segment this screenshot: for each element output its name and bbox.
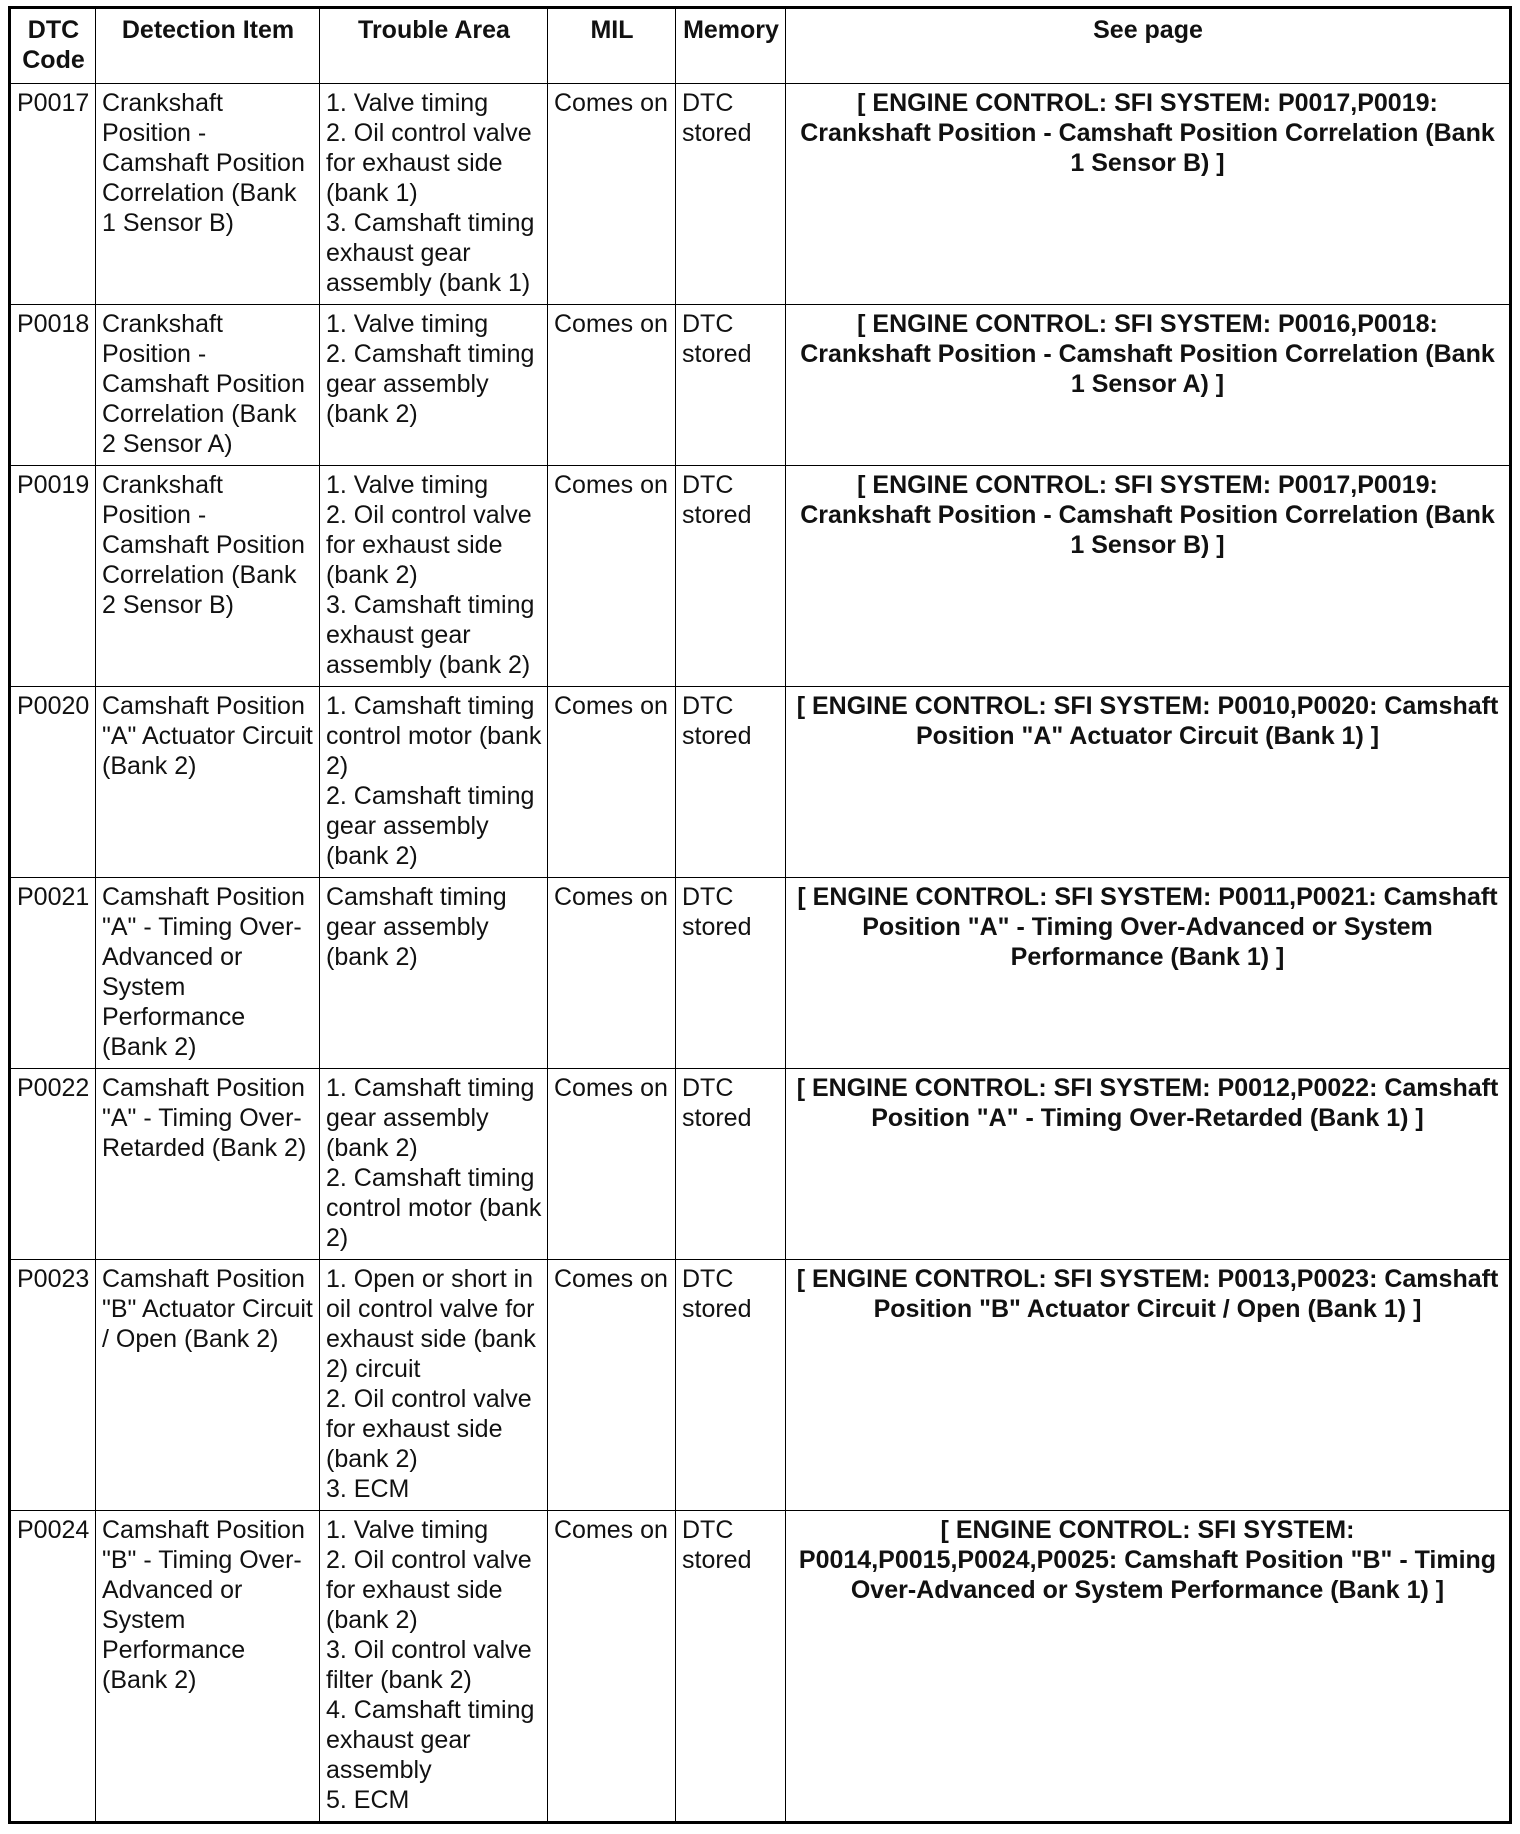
see-page-link[interactable]: [ ENGINE CONTROL: SFI SYSTEM: P0013,P0023: Camshaft Position "B" Actuator Circuit / Open (Bank 1) ] <box>786 1260 1511 1511</box>
dtc-table <box>8 6 1512 1824</box>
see-page-link[interactable]: [ ENGINE CONTROL: SFI SYSTEM: P0017,P0019: Crankshaft Position - Camshaft Position Correlation (Bank 1 Sensor B) ] <box>786 84 1511 305</box>
mil-cell: Comes on <box>548 84 676 305</box>
see-page-link[interactable]: [ ENGINE CONTROL: SFI SYSTEM: P0010,P0020: Camshaft Position "A" Actuator Circuit (Bank 1) ] <box>786 687 1511 878</box>
header-dtc-code: DTC Code <box>10 8 96 84</box>
memory-cell: DTC stored <box>676 466 786 687</box>
table-row <box>10 687 1511 878</box>
memory-cell: DTC stored <box>676 687 786 878</box>
dtc-code-cell: P0019 <box>10 466 96 687</box>
table-header <box>10 8 1511 84</box>
detection-item-cell: Crankshaft Position - Camshaft Position Correlation (Bank 2 Sensor B) <box>96 466 320 687</box>
table-row <box>10 878 1511 1069</box>
memory-cell: DTC stored <box>676 305 786 466</box>
trouble-area-cell: 1. Camshaft timing gear assembly (bank 2) 2. Camshaft timing control motor (bank 2) <box>320 1069 548 1260</box>
see-page-link[interactable]: [ ENGINE CONTROL: SFI SYSTEM: P0011,P0021: Camshaft Position "A" - Timing Over-Advanced or System Performance (Bank 1) ] <box>786 878 1511 1069</box>
dtc-code-cell: P0024 <box>10 1511 96 1823</box>
mil-cell: Comes on <box>548 305 676 466</box>
detection-item-cell: Crankshaft Position - Camshaft Position Correlation (Bank 1 Sensor B) <box>96 84 320 305</box>
table-row <box>10 466 1511 687</box>
trouble-area-cell: 1. Camshaft timing control motor (bank 2) 2. Camshaft timing gear assembly (bank 2) <box>320 687 548 878</box>
header-trouble-area: Trouble Area <box>320 8 548 84</box>
table-row <box>10 305 1511 466</box>
dtc-code-cell: P0021 <box>10 878 96 1069</box>
mil-cell: Comes on <box>548 687 676 878</box>
dtc-code-cell: P0023 <box>10 1260 96 1511</box>
table-row <box>10 1260 1511 1511</box>
detection-item-cell: Crankshaft Position - Camshaft Position Correlation (Bank 2 Sensor A) <box>96 305 320 466</box>
mil-cell: Comes on <box>548 1260 676 1511</box>
table-row <box>10 84 1511 305</box>
table-body <box>10 84 1511 1823</box>
dtc-code-cell: P0020 <box>10 687 96 878</box>
trouble-area-cell: 1. Open or short in oil control valve for exhaust side (bank 2) circuit 2. Oil control valve for exhaust side (bank 2) 3. ECM <box>320 1260 548 1511</box>
detection-item-cell: Camshaft Position "A" - Timing Over-Retarded (Bank 2) <box>96 1069 320 1260</box>
memory-cell: DTC stored <box>676 1260 786 1511</box>
dtc-code-cell: P0017 <box>10 84 96 305</box>
trouble-area-cell: 1. Valve timing 2. Oil control valve for exhaust side (bank 2) 3. Camshaft timing exhaust gear assembly (bank 2) <box>320 466 548 687</box>
detection-item-cell: Camshaft Position "A" Actuator Circuit (Bank 2) <box>96 687 320 878</box>
table-row <box>10 1069 1511 1260</box>
mil-cell: Comes on <box>548 878 676 1069</box>
trouble-area-cell: 1. Valve timing 2. Oil control valve for exhaust side (bank 1) 3. Camshaft timing exhaust gear assembly (bank 1) <box>320 84 548 305</box>
see-page-link[interactable]: [ ENGINE CONTROL: SFI SYSTEM: P0012,P0022: Camshaft Position "A" - Timing Over-Retarded (Bank 1) ] <box>786 1069 1511 1260</box>
see-page-link[interactable]: [ ENGINE CONTROL: SFI SYSTEM: P0014,P0015,P0024,P0025: Camshaft Position "B" - Timing Over-Advanced or System Performance (Bank 1) ] <box>786 1511 1511 1823</box>
header-memory: Memory <box>676 8 786 84</box>
detection-item-cell: Camshaft Position "B" - Timing Over-Advanced or System Performance (Bank 2) <box>96 1511 320 1823</box>
see-page-link[interactable]: [ ENGINE CONTROL: SFI SYSTEM: P0016,P0018: Crankshaft Position - Camshaft Position Correlation (Bank 1 Sensor A) ] <box>786 305 1511 466</box>
see-page-link[interactable]: [ ENGINE CONTROL: SFI SYSTEM: P0017,P0019: Crankshaft Position - Camshaft Position Correlation (Bank 1 Sensor B) ] <box>786 466 1511 687</box>
trouble-area-cell: 1. Valve timing 2. Oil control valve for exhaust side (bank 2) 3. Oil control valve filter (bank 2) 4. Camshaft timing exhaust gear assembly 5. ECM <box>320 1511 548 1823</box>
header-row <box>10 8 1511 84</box>
header-mil: MIL <box>548 8 676 84</box>
trouble-area-cell: Camshaft timing gear assembly (bank 2) <box>320 878 548 1069</box>
mil-cell: Comes on <box>548 1069 676 1260</box>
header-see-page: See page <box>786 8 1511 84</box>
dtc-code-cell: P0018 <box>10 305 96 466</box>
memory-cell: DTC stored <box>676 84 786 305</box>
trouble-area-cell: 1. Valve timing 2. Camshaft timing gear assembly (bank 2) <box>320 305 548 466</box>
dtc-code-cell: P0022 <box>10 1069 96 1260</box>
detection-item-cell: Camshaft Position "A" - Timing Over-Advanced or System Performance (Bank 2) <box>96 878 320 1069</box>
memory-cell: DTC stored <box>676 878 786 1069</box>
memory-cell: DTC stored <box>676 1511 786 1823</box>
mil-cell: Comes on <box>548 1511 676 1823</box>
header-detection-item: Detection Item <box>96 8 320 84</box>
mil-cell: Comes on <box>548 466 676 687</box>
table-row <box>10 1511 1511 1823</box>
memory-cell: DTC stored <box>676 1069 786 1260</box>
detection-item-cell: Camshaft Position "B" Actuator Circuit / Open (Bank 2) <box>96 1260 320 1511</box>
